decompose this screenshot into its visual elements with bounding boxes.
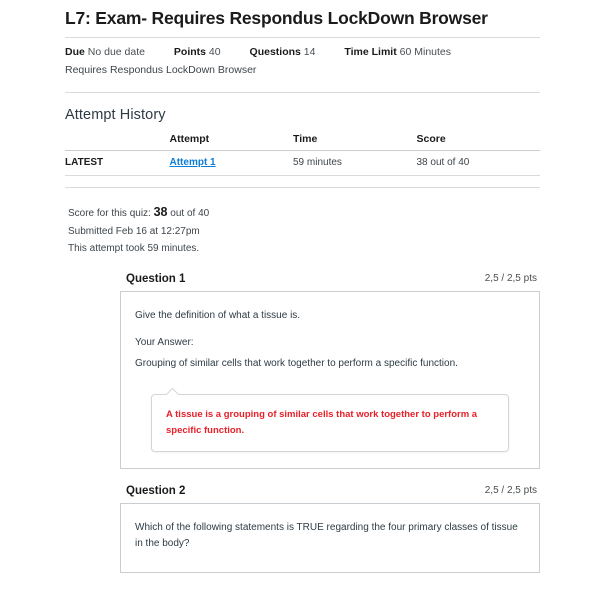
spacer [135, 348, 525, 356]
submitted-line: Submitted Feb 16 at 12:27pm [68, 225, 200, 237]
question-1-prompt: Give the definition of what a tissue is. [135, 309, 301, 321]
attempt-1-link[interactable]: Attempt 1 [169, 156, 216, 168]
question-1-title: Question 1 [126, 272, 186, 285]
table-row [65, 150, 540, 175]
meta-points-value: 40 [208, 45, 221, 58]
meta-time-limit-label: Time Limit [344, 45, 397, 58]
meta-due [65, 44, 145, 61]
question-2-points: 2,5 / 2,5 pts [484, 485, 537, 497]
cell-time: 59 minutes [293, 150, 417, 175]
meta-points-label: Points [173, 45, 206, 58]
question-1-comment-wrapper [151, 394, 509, 452]
column-header-score: Score [417, 133, 541, 151]
cell-score: 38 out of 40 [417, 150, 541, 175]
score-suffix: out of 40 [170, 207, 210, 219]
question-2-prompt: Which of the following statements is TRUE regarding the four primary classes of tissue in the body? [135, 522, 518, 549]
meta-spacer [65, 80, 540, 92]
meta-questions-value: 14 [303, 45, 316, 58]
question-1-answer: Grouping of similar cells that work together to perform a specific function. [135, 358, 458, 370]
score-line [68, 202, 540, 223]
meta-time-limit [344, 44, 451, 61]
attempt-history-table [65, 133, 540, 176]
meta-due-value: No due date [87, 45, 145, 58]
attempt-table-body [65, 150, 540, 175]
attempt-table-header-row [65, 133, 540, 151]
question-1-header [120, 273, 540, 291]
meta-points [174, 44, 221, 61]
question-1-points: 2,5 / 2,5 pts [484, 272, 537, 284]
question-1-comment-box [151, 394, 509, 452]
meta-divider [65, 92, 540, 93]
page-title: L7: Exam- Requires Respondus LockDown Browser [65, 8, 488, 28]
score-value: 38 [153, 204, 168, 219]
meta-questions [250, 44, 316, 61]
duration-line: This attempt took 59 minutes. [68, 242, 200, 254]
cell-kept [65, 150, 170, 175]
meta-questions-label: Questions [249, 45, 301, 58]
meta-due-label: Due [65, 45, 85, 58]
question-2-header [120, 485, 540, 503]
latest-badge: LATEST [65, 156, 104, 168]
attempt-table-bottom-divider [65, 187, 540, 188]
questions-list [0, 273, 600, 573]
cell-attempt [170, 150, 294, 175]
attempt-history-section [0, 107, 600, 188]
spacer [135, 323, 525, 337]
attempt-table-head [65, 133, 540, 151]
score-summary [0, 202, 600, 257]
quiz-header [0, 0, 600, 93]
comment-pointer-icon [166, 388, 179, 395]
quiz-meta-row [65, 44, 540, 61]
score-prefix: Score for this quiz: [68, 207, 151, 219]
question-block-2 [120, 485, 540, 573]
question-1-answer-label: Your Answer: [135, 337, 194, 349]
column-header-kept [65, 133, 170, 151]
meta-time-limit-value: 60 Minutes [399, 45, 452, 58]
attempt-history-heading: Attempt History [65, 106, 166, 123]
question-2-body [120, 503, 540, 573]
column-header-attempt: Attempt [170, 133, 294, 151]
quiz-meta [65, 38, 540, 80]
question-block-1 [120, 273, 540, 469]
quiz-requirement: Requires Respondus LockDown Browser [65, 64, 257, 77]
question-1-body [120, 291, 540, 469]
column-header-time: Time [293, 133, 417, 151]
question-1-comment-text: A tissue is a grouping of similar cells that work together to perform a specific function. [166, 408, 478, 436]
question-2-title: Question 2 [126, 485, 186, 498]
